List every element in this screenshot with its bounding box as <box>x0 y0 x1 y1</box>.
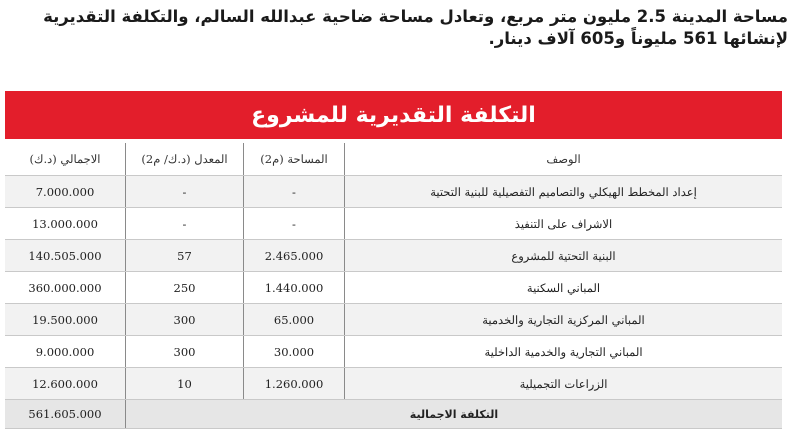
cell-description: الاشراف على التنفيذ <box>345 208 783 240</box>
cell-area: - <box>244 208 345 240</box>
total-label: التكلفة الاجمالية <box>126 400 783 429</box>
cell-total: 19.500.000 <box>5 304 126 336</box>
cell-description: المباني المركزية التجارية والخدمية <box>345 304 783 336</box>
cell-rate: 57 <box>126 240 244 272</box>
cell-total: 140.505.000 <box>5 240 126 272</box>
cell-total: 9.000.000 <box>5 336 126 368</box>
cell-area: 1.260.000 <box>244 368 345 400</box>
cell-rate: 300 <box>126 336 244 368</box>
cell-total: 13.000.000 <box>5 208 126 240</box>
table-header-row <box>5 143 782 176</box>
cost-table <box>5 143 782 429</box>
table-row <box>5 368 782 400</box>
cell-total: 12.600.000 <box>5 368 126 400</box>
table-title-banner <box>5 91 782 139</box>
total-value: 561.605.000 <box>5 400 126 429</box>
cell-area: 1.440.000 <box>244 272 345 304</box>
header-total: الاجمالي (د.ك) <box>5 143 126 176</box>
cell-description: المباني السكنية <box>345 272 783 304</box>
cell-description: إعداد المخطط الهيكلي والتصاميم التفصيلية للبنية التحتية <box>345 176 783 208</box>
cell-description: المباني التجارية والخدمية الداخلية <box>345 336 783 368</box>
cell-rate: - <box>126 208 244 240</box>
cell-rate: 10 <box>126 368 244 400</box>
table-row <box>5 272 782 304</box>
table-row <box>5 336 782 368</box>
cell-description: الزراعات التجميلية <box>345 368 783 400</box>
cell-total: 7.000.000 <box>5 176 126 208</box>
table-row <box>5 176 782 208</box>
cell-area: 65.000 <box>244 304 345 336</box>
cell-total: 360.000.000 <box>5 272 126 304</box>
table-row <box>5 304 782 336</box>
headline-line-2: لإنشائها 561 مليوناً و605 آلاف دينار. <box>488 29 788 48</box>
cell-area: 2.465.000 <box>244 240 345 272</box>
cell-area: 30.000 <box>244 336 345 368</box>
headline-line-1: مساحة المدينة 2.5 مليون متر مربع، وتعادل مساحة ضاحية عبدالله السالم، والتكلفة التقديرية <box>43 7 788 26</box>
cell-description: البنية التحتية للمشروع <box>345 240 783 272</box>
cell-rate: 250 <box>126 272 244 304</box>
header-area: المساحة (م2) <box>244 143 345 176</box>
cell-rate: 300 <box>126 304 244 336</box>
table-row <box>5 208 782 240</box>
header-rate: المعدل (د.ك/ م2) <box>126 143 244 176</box>
total-row <box>5 400 782 429</box>
table-row <box>5 240 782 272</box>
header-description: الوصف <box>345 143 783 176</box>
headline <box>20 6 788 50</box>
cell-rate: - <box>126 176 244 208</box>
table-title: التكلفة التقديرية للمشروع <box>251 102 536 128</box>
cell-area: - <box>244 176 345 208</box>
